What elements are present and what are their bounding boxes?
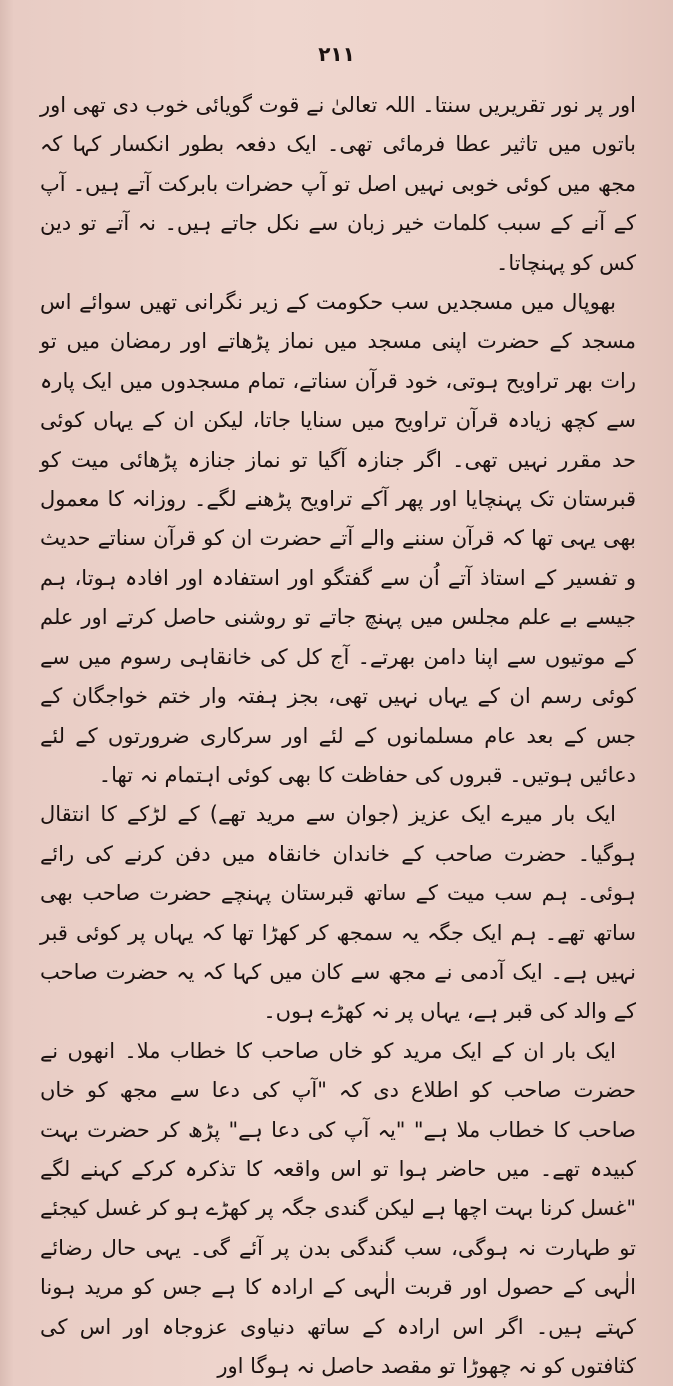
paragraph-2: بھوپال میں مسجدیں سب حکومت کے زیر نگرانی تھیں سوائے اس مسجد کے حضرت اپنی مسجد میں نماز پڑھاتے اور رمضان میں تو رات بھر تراویح ہوتی، خود قرآن سناتے، تمام مسجدوں میں ایک پارہ سے کچھ زیادہ قرآن تراویح میں سنایا جاتا، لیکن ان کے یہاں کوئی حد مقرر نہیں تھی۔ اگر جنازہ آگیا تو نماز جنازہ پڑھائی میت کو قبرستان تک پہنچایا اور پھر آکے تراویح پڑھنے لگے۔ روزانہ کا معمول بھی یہی تھا کہ قرآن سننے والے آتے حضرت ان کو قرآن سناتے حدیث و تفسیر کے استاذ آتے اُن سے گفتگو اور استفادہ اور افادہ ہوتا، ہم جیسے بے علم مجلس میں پہنچ جاتے تو روشنی حاصل کرتے اور علم کے موتیوں سے اپنا دامن بھرتے۔ آج کل کی خانقاہی رسوم میں سے کوئی رسم ان کے یہاں نہیں تھی، بجز ہفتہ وار ختم خواجگان کے جس کے بعد عام مسلمانوں کے لئے اور سرکاری ضرورتوں کے لئے دعائیں ہوتیں۔ قبروں کی حفاظت کا بھی کوئی اہتمام نہ تھا۔ — [40, 290, 636, 787]
page-number: ۲۱۱ — [318, 42, 355, 66]
paragraph-3: ایک بار میرے ایک عزیز (جوان سے مرید تھے) کے لڑکے کا انتقال ہوگیا۔ حضرت صاحب کے خاندان خانقاہ میں دفن کرنے کی رائے ہوئی۔ ہم سب میت کے ساتھ قبرستان پہنچے حضرت صاحب بھی ساتھ تھے۔ ہم ایک جگہ یہ سمجھ کر کھڑا تھا کہ یہاں پر کوئی قبر نہیں ہے۔ ایک آدمی نے مجھ سے کان میں کہا کہ یہ حضرت صاحب کے والد کی قبر ہے، یہاں پر نہ کھڑے ہوں۔ — [40, 802, 636, 1024]
paragraph-4: ایک بار ان کے ایک مرید کو خاں صاحب کا خطاب ملا۔ انھوں نے حضرت صاحب کو اطلاع دی کہ "آپ کی دعا سے مجھ کو خاں صاحب کا خطاب ملا ہے" "یہ آپ کی دعا ہے" پڑھ کر حضرت بہت کبیدہ تھے۔ میں حاضر ہوا تو اس واقعہ کا تذکرہ کرکے کہنے لگے "غسل کرنا بہت اچھا ہے لیکن گندی جگہ پر کھڑے ہو کر غسل کیجئے تو طہارت نہ ہوگی، سب گندگی بدن پر آئے گی۔ یہی حال رضائے الٰہی کے حصول اور قربت الٰہی کے ارادہ کا ہے جس کو مرید ہونا کہتے ہیں۔ اگر اس ارادہ کے ساتھ دنیاوی عزوجاہ اور اس کی کثافتوں کو نہ چھوڑا تو مقصد حاصل نہ ہوگا اور — [40, 1038, 636, 1378]
page-body — [40, 86, 636, 1378]
paragraph-1: اور پر نور تقریریں سنتا۔ اللہ تعالیٰ نے قوت گویائی خوب دی تھی اور باتوں میں تاثیر عطا فرمائی تھی۔ ایک دفعہ بطور انکسار کہا کہ مجھ میں کوئی خوبی نہیں اصل تو آپ حضرات بابرکت آتے ہیں۔ آپ کے آنے کے سبب کلمات خیر زبان سے نکل جاتے ہیں۔ نہ آتے تو دین کس کو پہنچاتا۔ — [40, 93, 636, 275]
